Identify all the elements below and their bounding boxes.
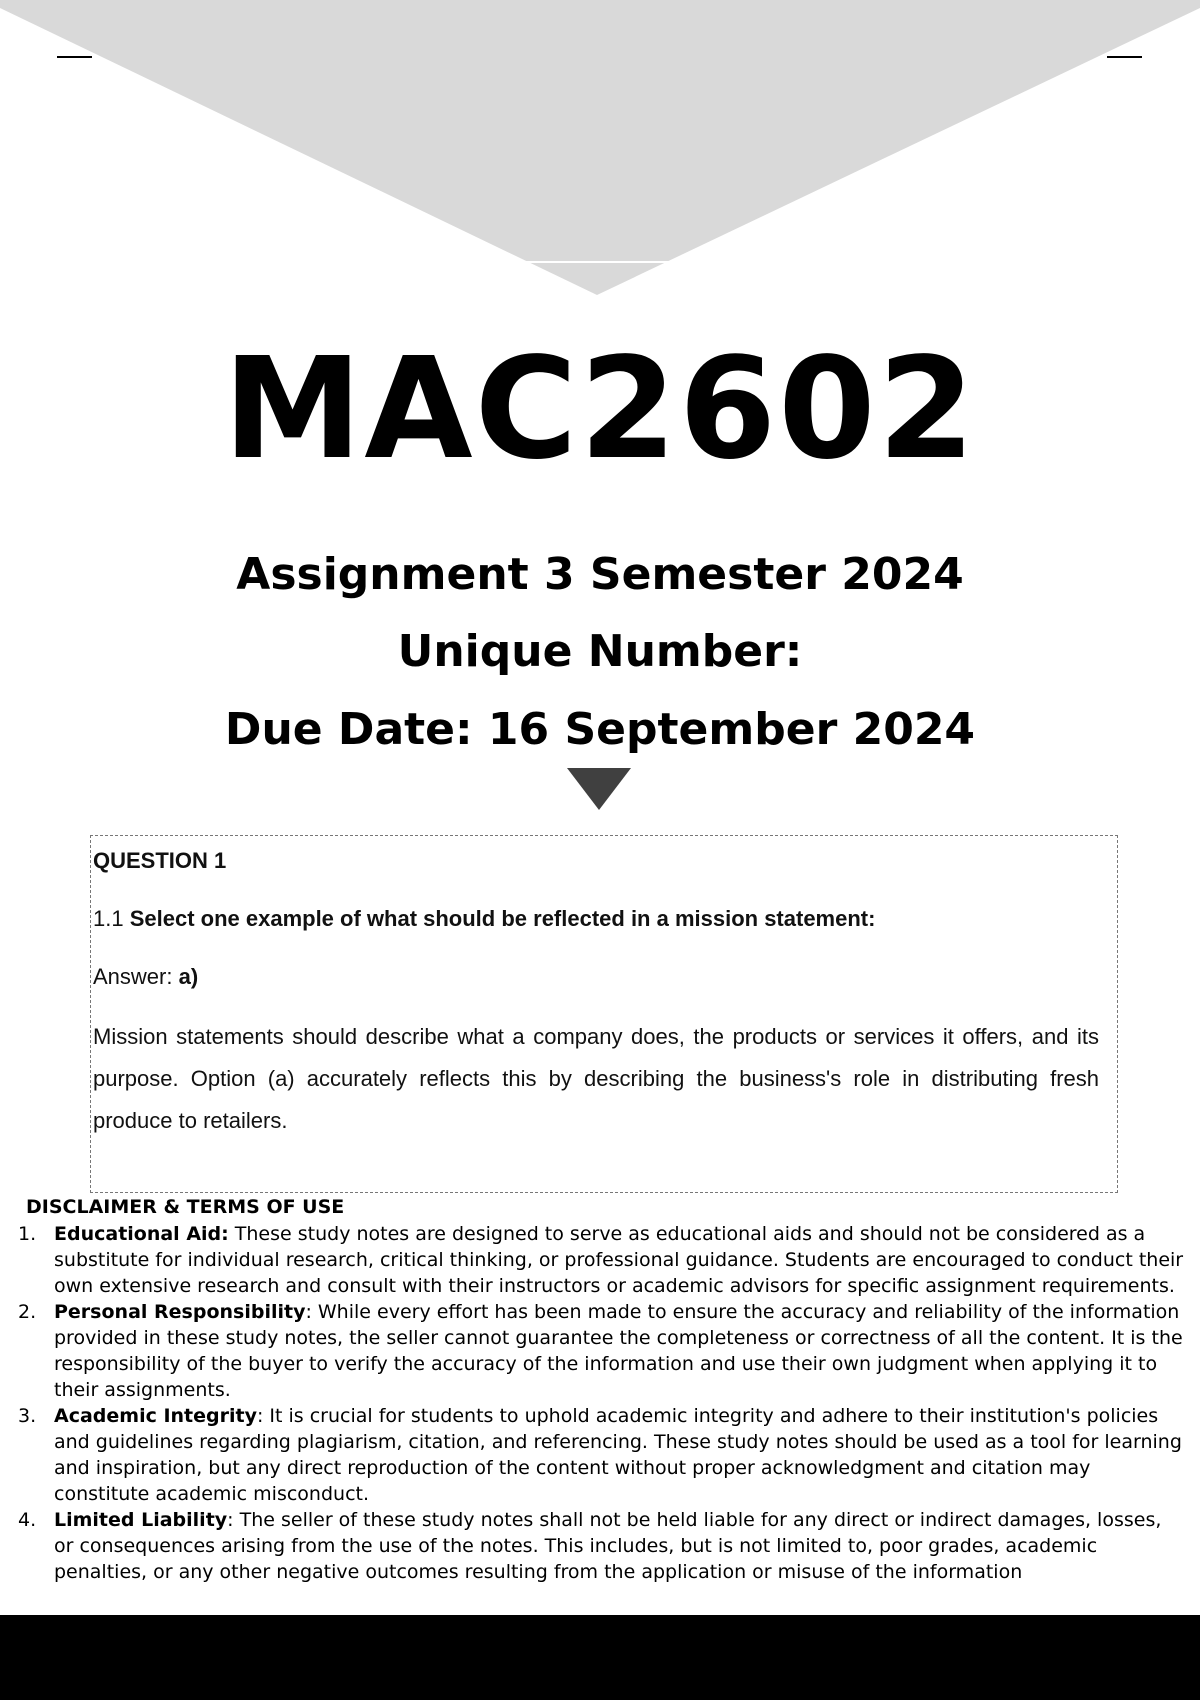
triangle-down-icon — [567, 768, 631, 810]
disclaimer-item-text: : While every effort has been made to ensure the accuracy and reliability of the information provided in these study notes, the seller cannot guarantee the completeness or correctness of all the content. It is the responsibility of the buyer to verify the accuracy of the information and use their own judgment when applying it to their assignments. — [54, 1301, 1183, 1401]
bottom-black-band — [0, 1615, 1200, 1700]
chevron-shape — [0, 0, 1200, 295]
disclaimer-item-heading: Educational Aid: — [54, 1223, 229, 1245]
answer-label: Answer: — [93, 964, 179, 989]
disclaimer-item-number: 3. — [18, 1405, 37, 1427]
disclaimer-title: DISCLAIMER & TERMS OF USE — [26, 1196, 345, 1218]
question-text — [93, 906, 875, 932]
corner-mark-left — [57, 56, 92, 58]
disclaimer-item-text: : The seller of these study notes shall not be held liable for any direct or indirect damages, losses, or consequences arising from the use of the notes. This includes, but is not limited to, poor grades, academic penalties, or any other negative outcomes resulting from the application or misuse of the information — [54, 1509, 1162, 1583]
disclaimer-item — [0, 1507, 1190, 1585]
assignment-line: Assignment 3 Semester 2024 — [236, 549, 964, 600]
disclaimer-item-number: 1. — [18, 1223, 37, 1245]
question-heading: QUESTION 1 — [93, 848, 227, 873]
disclaimer-item — [0, 1221, 1190, 1299]
question-number: 1.1 — [93, 906, 130, 931]
answer-explanation: Mission statements should describe what a company does, the products or services it offers, and its purpose. Option (a) accurately reflects this by describing the business's role in distributing fresh produce to retailers. — [93, 1024, 1099, 1133]
disclaimer-item-text: These study notes are designed to serve as educational aids and should not be considered as a substitute for individual research, critical thinking, or professional guidance. Students are encouraged to conduct their own extensive research and consult with their instructors or academic advisors for specific assignment requirements. — [54, 1223, 1184, 1297]
corner-mark-right — [1107, 56, 1142, 58]
disclaimer-item-heading: Limited Liability — [54, 1509, 228, 1531]
disclaimer-item — [0, 1403, 1190, 1507]
course-code-title: MAC2602 — [222, 328, 978, 491]
disclaimer-list — [0, 1221, 1190, 1585]
due-date-line: Due Date: 16 September 2024 — [224, 704, 976, 755]
answer-value: a) — [178, 964, 199, 989]
question-prompt: Select one example of what should be reflected in a mission statement: — [129, 906, 876, 931]
disclaimer-item — [0, 1299, 1190, 1403]
disclaimer-item-heading: Academic Integrity — [54, 1405, 257, 1427]
answer-line — [93, 964, 198, 990]
disclaimer-item-number: 4. — [18, 1509, 37, 1531]
disclaimer-item-number: 2. — [18, 1301, 37, 1323]
question-box — [90, 835, 1118, 1193]
disclaimer-item-text: : It is crucial for students to uphold academic integrity and adhere to their institution's policies and guidelines regarding plagiarism, citation, and referencing. These study notes should be used as a tool for learning and inspiration, but any direct reproduction of the content without proper acknowledgment and citation may constitute academic misconduct. — [54, 1405, 1182, 1505]
unique-number-line: Unique Number: — [397, 626, 803, 677]
disclaimer-item-heading: Personal Responsibility — [54, 1301, 306, 1323]
header-chevron-graphic — [0, 0, 1200, 300]
